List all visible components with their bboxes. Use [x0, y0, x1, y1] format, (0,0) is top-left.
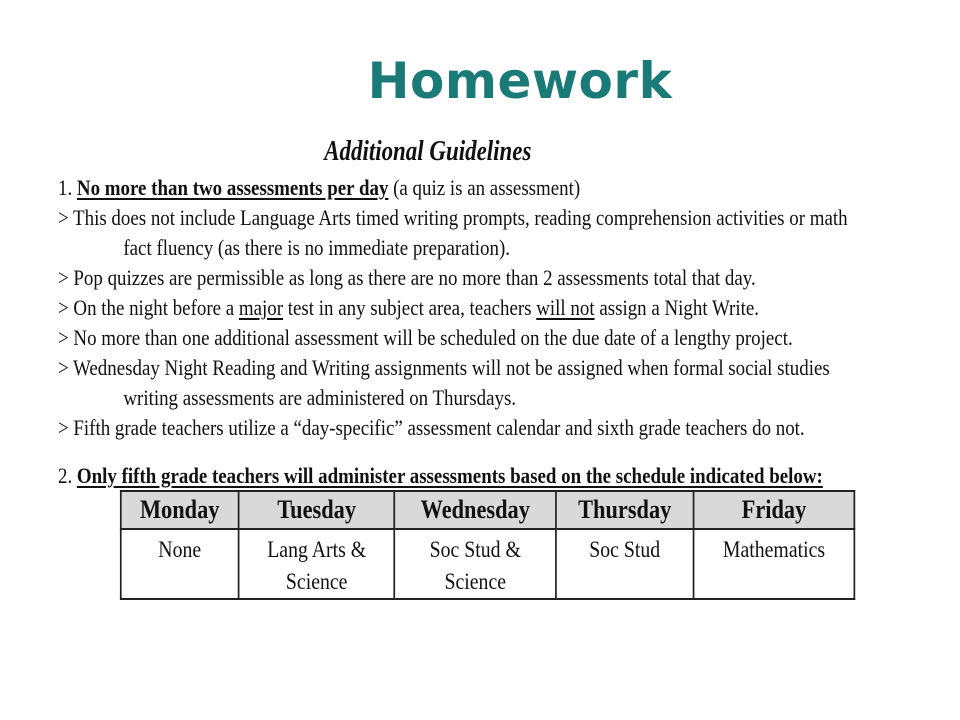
- item-1-note: (a quiz is an assessment): [393, 175, 581, 200]
- header-wednesday: Wednesday: [395, 491, 556, 529]
- cell-wednesday: [395, 529, 556, 599]
- item-1-number: 1.: [58, 175, 73, 200]
- bullet-2: > Pop quizzes are permissible as long as there are no more than 2 assessments total that day.: [58, 265, 756, 290]
- cell-tuesday: [239, 529, 395, 599]
- cell-friday: [694, 529, 855, 599]
- cell-monday: [121, 529, 239, 599]
- cell-line: Soc Stud &: [429, 537, 521, 562]
- cell-line: Science: [285, 569, 348, 594]
- item-1-heading: No more than two assessments per day: [76, 175, 389, 200]
- bullet-3: [58, 295, 759, 321]
- bullet-3-post: assign a Night Write.: [594, 295, 760, 320]
- header-friday: Friday: [694, 491, 855, 529]
- item-2-heading: Only fifth grade teachers will administer assessments based on the schedule indicated below:: [76, 463, 823, 488]
- document-subtitle: Additional Guidelines: [324, 135, 532, 167]
- bullet-3-mid: test in any subject area, teachers: [283, 295, 537, 320]
- table-header-row: [121, 491, 855, 529]
- bullet-3-major: major: [238, 295, 284, 320]
- item-2-number: 2.: [58, 463, 73, 488]
- cell-line: Lang Arts &: [267, 537, 367, 562]
- bullet-5-line-1: > Wednesday Night Reading and Writing assignments will not be assigned when formal social studies: [58, 355, 830, 380]
- page-title: Homework: [367, 52, 673, 110]
- header-tuesday: Tuesday: [239, 491, 395, 529]
- bullet-6: > Fifth grade teachers utilize a “day-specific” assessment calendar and sixth grade teachers do not.: [58, 415, 805, 440]
- bullet-5-line-2: writing assessments are administered on Thursdays.: [123, 385, 517, 410]
- item-2: [58, 463, 823, 489]
- cell-thursday: [556, 529, 694, 599]
- table-row: [121, 529, 855, 599]
- bullet-3-will-not: will not: [536, 295, 595, 320]
- header-monday: Monday: [121, 491, 239, 529]
- cell-line: Mathematics: [722, 537, 826, 562]
- cell-line: Science: [444, 569, 507, 594]
- cell-line: None: [158, 537, 202, 562]
- item-1: [58, 175, 580, 201]
- cell-line: Soc Stud: [589, 537, 661, 562]
- assessment-schedule-table: [120, 490, 855, 600]
- guidelines-document: [58, 135, 848, 615]
- bullet-4: > No more than one additional assessment will be scheduled on the due date of a lengthy project.: [58, 325, 793, 350]
- bullet-1-line-2: fact fluency (as there is no immediate preparation).: [123, 235, 511, 260]
- header-thursday: Thursday: [556, 491, 694, 529]
- bullet-1-line-1: > This does not include Language Arts timed writing prompts, reading comprehension activities or math: [58, 205, 848, 230]
- bullet-3-pre: > On the night before a: [58, 295, 239, 320]
